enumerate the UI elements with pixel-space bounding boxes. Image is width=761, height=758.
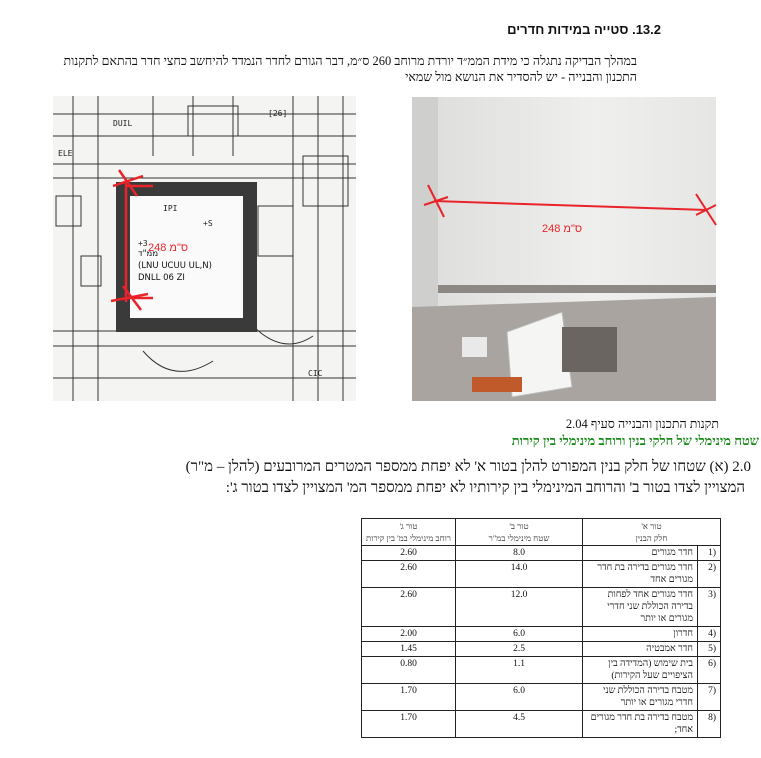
- regulation-clause-line1: 2.0 (א) שטחו של חלק בנין המפורט להלן בטור א' לא יפחת ממספר המטרים המרובעים (להלן – מ"ר): [185, 459, 751, 475]
- svg-text:+S: +S: [203, 219, 213, 228]
- section-title: סטייה במידות חדרים: [507, 22, 629, 37]
- room-measure-label: 248 ס"מ: [542, 223, 583, 235]
- table-row: (3 חדר מגורים אחד לפחות בדירה הכוללת שני חדרי מגורים או יותר 12.0 2.60: [362, 588, 721, 627]
- plan-room-label: ממ"ד: [138, 249, 159, 259]
- plan-measure-label: 248 ס"מ: [148, 242, 189, 254]
- plan-room-sub1: (LNU UCUU UL,N): [138, 261, 212, 271]
- plan-room-sub2: DNLL 06 ZI: [138, 273, 185, 283]
- regulation-table: [361, 518, 721, 738]
- regulation-clause-line2: המצויין לצדו בטור ב' והרוחב המינימלי בין קירותיו לא יפחת ממספר המ' המצויין לצדו בטור ג':: [225, 480, 745, 496]
- floor-plan-drawing: [53, 96, 356, 401]
- section-heading: [507, 22, 661, 37]
- table-row: (1 חדר מגורים 8.0 2.60: [362, 546, 721, 561]
- svg-text:ELE: ELE: [58, 149, 73, 158]
- table-row: (7 מטבח בדירה הכוללת שני חדרי מגורים או יותר 6.0 1.70: [362, 684, 721, 711]
- table-row: (5 חדר אמבטיה 2.5 1.45: [362, 642, 721, 657]
- intro-paragraph: במהלך הבדיקה נתגלה כי מידת הממ״ד יורדת מרוחב 260 ס״מ, דבר הגורם לחדר הנמדד להיחשב כחצי חדר בהתאם לתקנות התכנון והבנייה - יש להסדיר את הנושא מול שמאי: [63, 54, 637, 84]
- table-header-row: [362, 519, 721, 546]
- svg-text:CIC: CIC: [308, 369, 323, 378]
- regulation-table-wrap: [361, 518, 761, 758]
- regulation-citation: תקנות התכנון והבנייה סעיף 2.04: [565, 417, 719, 431]
- table-row: (6 בית שימוש (המדידה בין הציפויים שעל הקירות) 1.1 0.80: [362, 657, 721, 684]
- room-photo: [412, 97, 716, 401]
- col-c-header: טור ג' רוחב מינימלי במ' בין קירות: [362, 519, 456, 546]
- svg-text:+3: +3: [138, 239, 148, 248]
- col-b-header: טור ב' שטח מינימלי במ"ר: [456, 519, 583, 546]
- svg-text:DUIL: DUIL: [113, 119, 133, 128]
- regulation-title: שטח מינימלי של חלקי בנין ורוחב מינימלי בין קירות: [511, 433, 759, 448]
- table-row: (8 מטבח בדירה בת חדר מגורים אחד; 4.5 1.70: [362, 711, 721, 738]
- table-row: (2 חדר מגורים בדירה בת חדר מגורים אחד 14.0 2.60: [362, 561, 721, 588]
- floor-plan-photo: [53, 96, 356, 401]
- col-a-header: טור א' חלק הבנין: [583, 519, 721, 546]
- table-row: (4 חדרון 6.0 2.00: [362, 627, 721, 642]
- room-photo-drawing: [412, 97, 716, 401]
- section-number: 13.2.: [632, 22, 661, 37]
- svg-text:IPI: IPI: [163, 204, 178, 213]
- svg-text:[26]: [26]: [268, 109, 288, 118]
